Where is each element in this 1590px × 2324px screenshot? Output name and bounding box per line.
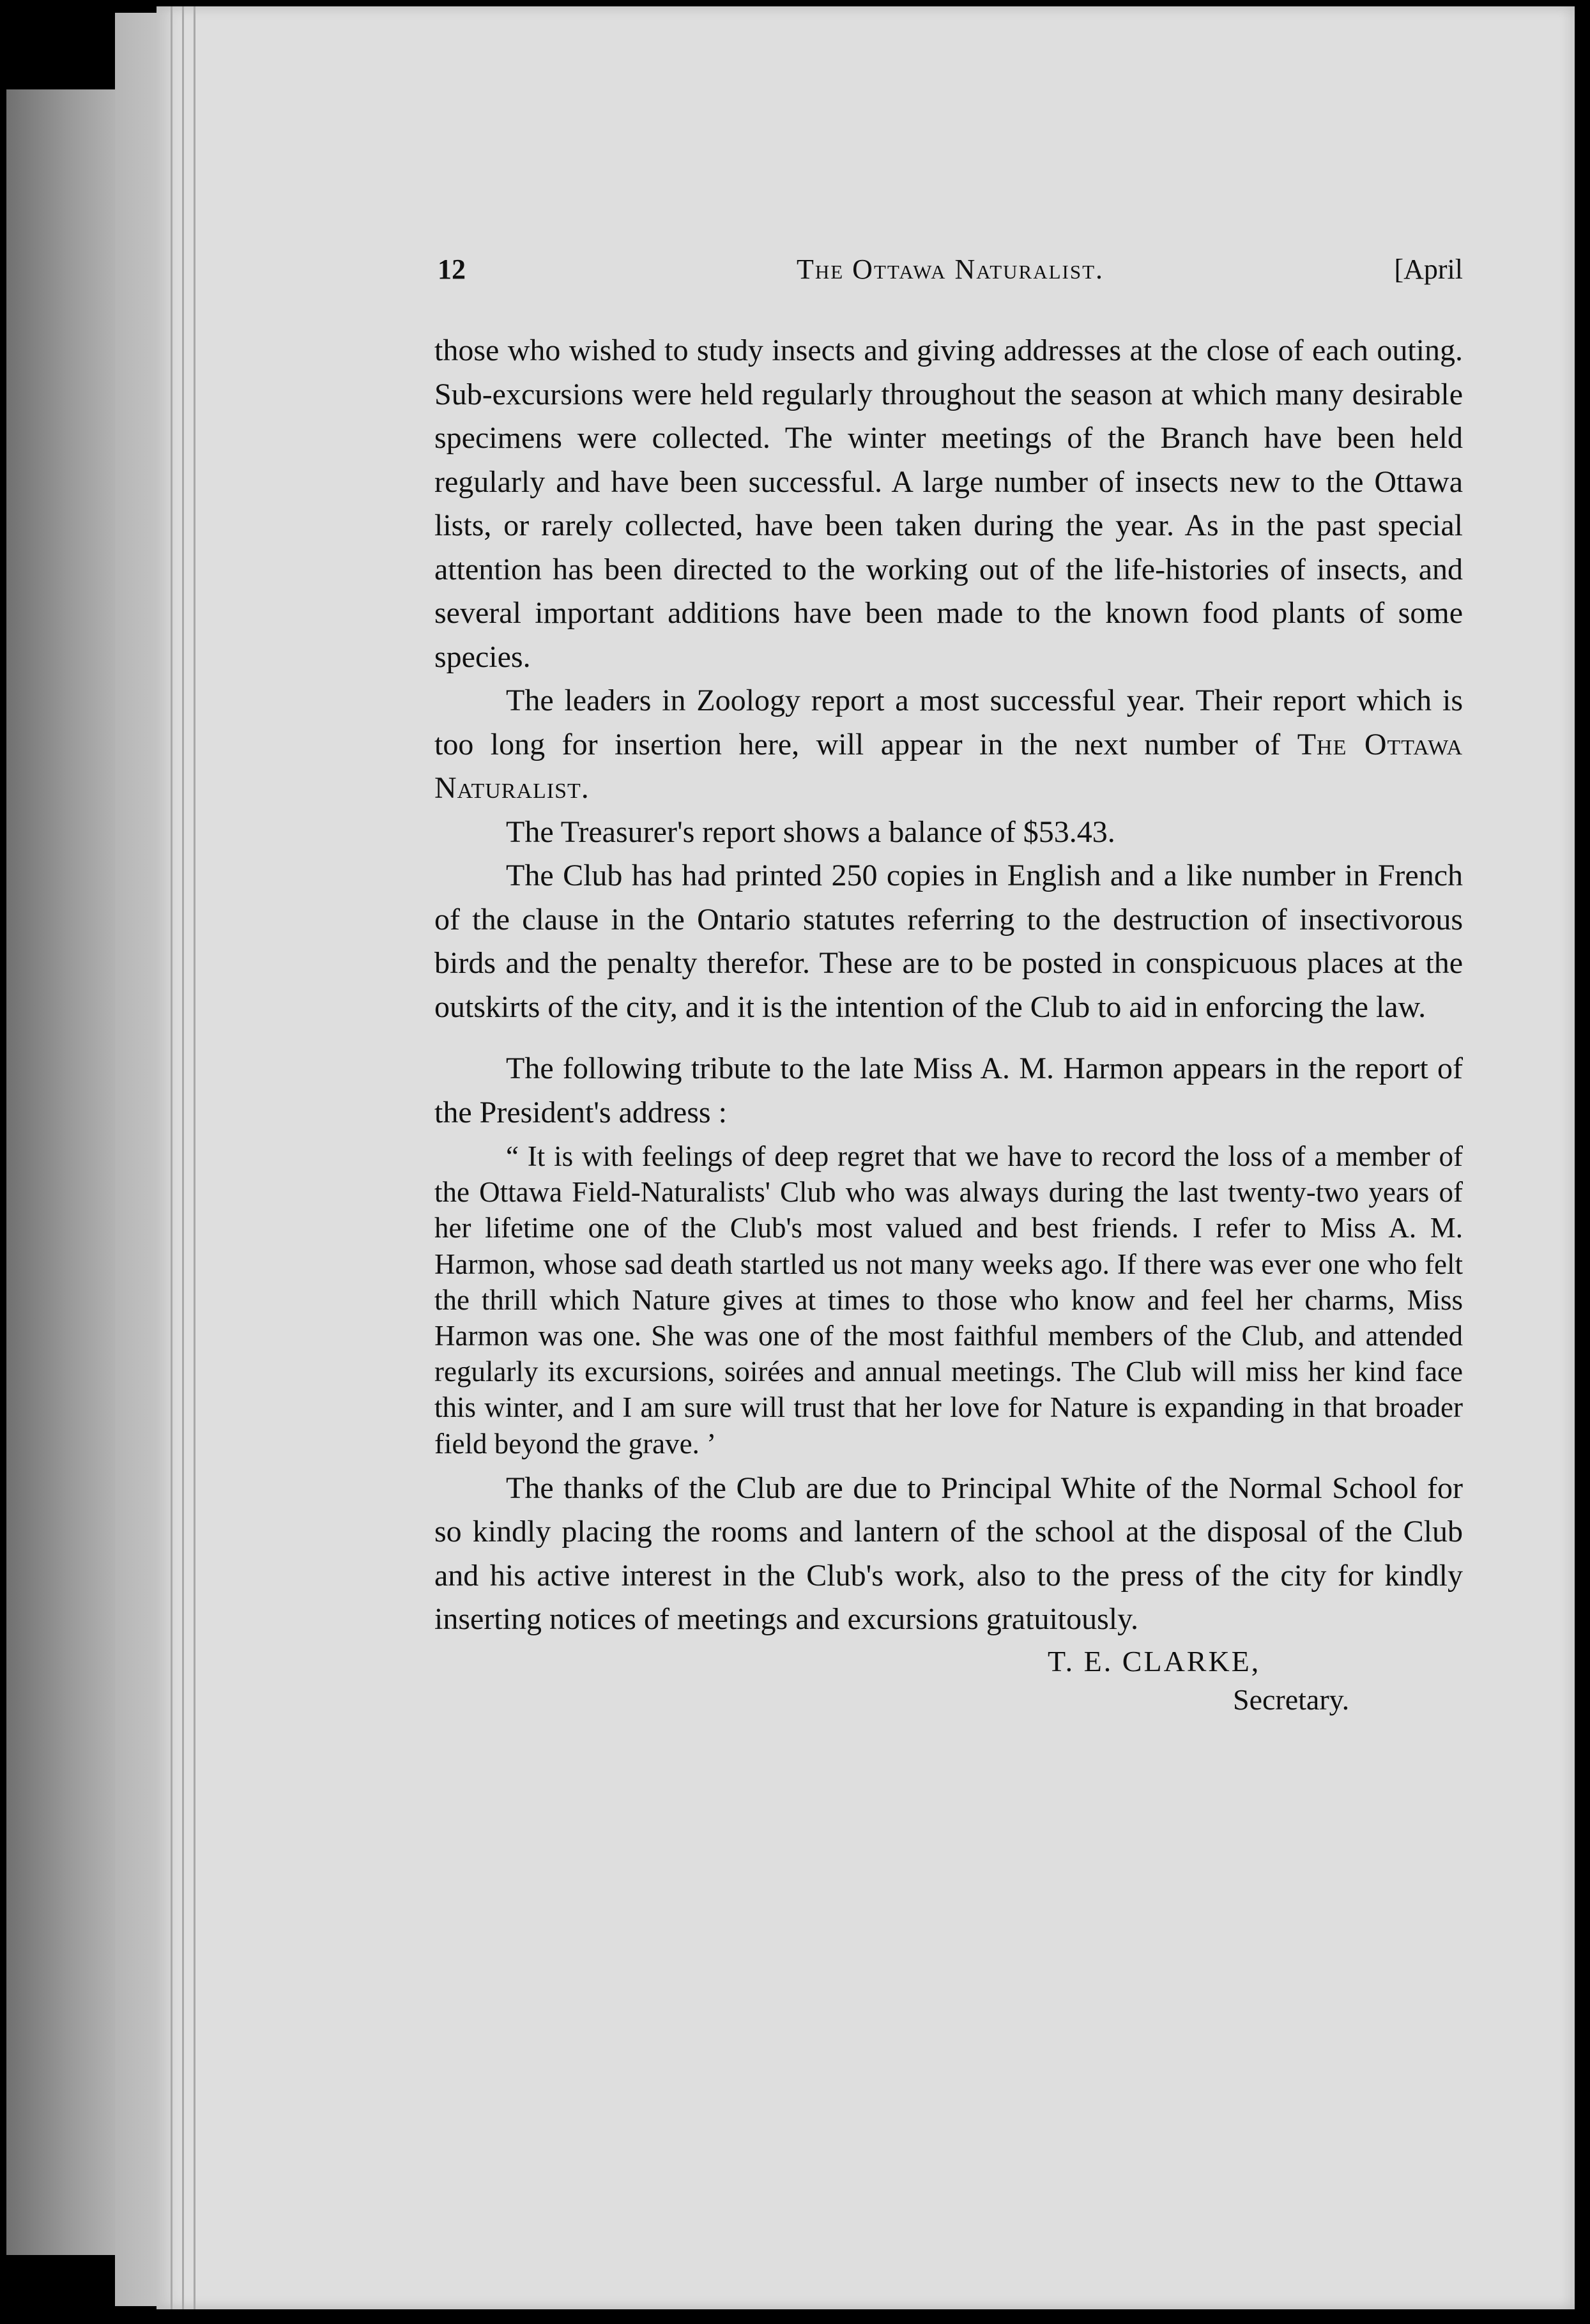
- issue-month: [April: [1394, 254, 1463, 285]
- paragraph-printed-copies: The Club has had printed 250 copies in English and a like number in French of the clause in the Ontario statutes referring to the destruction of insectivorous birds and the penalty therefor. These are to be posted in conspicuous places at the outskirts of the city, and it is the intention of the Club to aid in enforcing the law.: [434, 859, 1463, 1024]
- paragraph-treasurer: The Treasurer's report shows a balance of $53.43.: [506, 814, 1115, 849]
- zoology-text-end: .: [581, 771, 589, 805]
- paragraph-thanks: The thanks of the Club are due to Principal White of the Normal School for so kindly placing the rooms and lantern of the school at the disposal of the Club and his active interest in the Club's work, also to the press of the city for kindly inserting notices of meetings and excursions gratuitously.: [434, 1471, 1463, 1637]
- journal-title: The Ottawa Naturalist.: [796, 254, 1105, 285]
- zoology-text: The leaders in Zoology report a most successful year. Their report which is too long for insertion here, will appear in the next number of: [434, 684, 1463, 761]
- signature-name: T. E. CLARKE,: [1048, 1644, 1261, 1678]
- signature-title: Secretary.: [1233, 1683, 1350, 1716]
- paragraph-tribute-intro: The following tribute to the late Miss A. M. Harmon appears in the report of the President's address :: [434, 1051, 1463, 1129]
- page-edge-line: [194, 6, 195, 2309]
- paragraph-zoology: [434, 679, 1463, 811]
- journal-title-inline: The Ottawa Naturalist: [434, 727, 1464, 805]
- running-head: [438, 253, 1463, 298]
- page-edge-line: [171, 6, 172, 2309]
- article-body: [434, 329, 1463, 1731]
- page-number: 12: [438, 254, 466, 285]
- page-edge-line: [182, 6, 184, 2309]
- signature-block: [434, 1642, 1463, 1731]
- paragraph-insects: those who wished to study insects and giving addresses at the close of each outing. Sub-excursions were held regularly throughout the season at which many desirable specimens were collected. The winter meetings of the Branch have been held regularly and have been successful. A large number of insects new to the Ottawa lists, or rarely collected, have been taken during the year. As in the past special attention has been directed to the working out of the life-histories of insects, and several important additions have been made to the known food plants of some species.: [434, 333, 1463, 674]
- tribute-quote: “ It is with feelings of deep regret that we have to record the loss of a member of the Ottawa Field-Naturalists' Club who was always during the last twenty-two years of her lifetime one of the Club's most valued and best friends. I refer to Miss A. M. Harmon, whose sad death startled us not many weeks ago. If there was ever one who felt the thrill which Nature gives at times to those who know and feel her charms, Miss Harmon was one. She was one of the most faithful members of the Club, and attended regularly its excursions, soirées and annual meetings. The Club will miss her kind face this winter, and I am sure will trust that her love for Nature is expanding in that broader field beyond the grave. ’: [434, 1140, 1463, 1460]
